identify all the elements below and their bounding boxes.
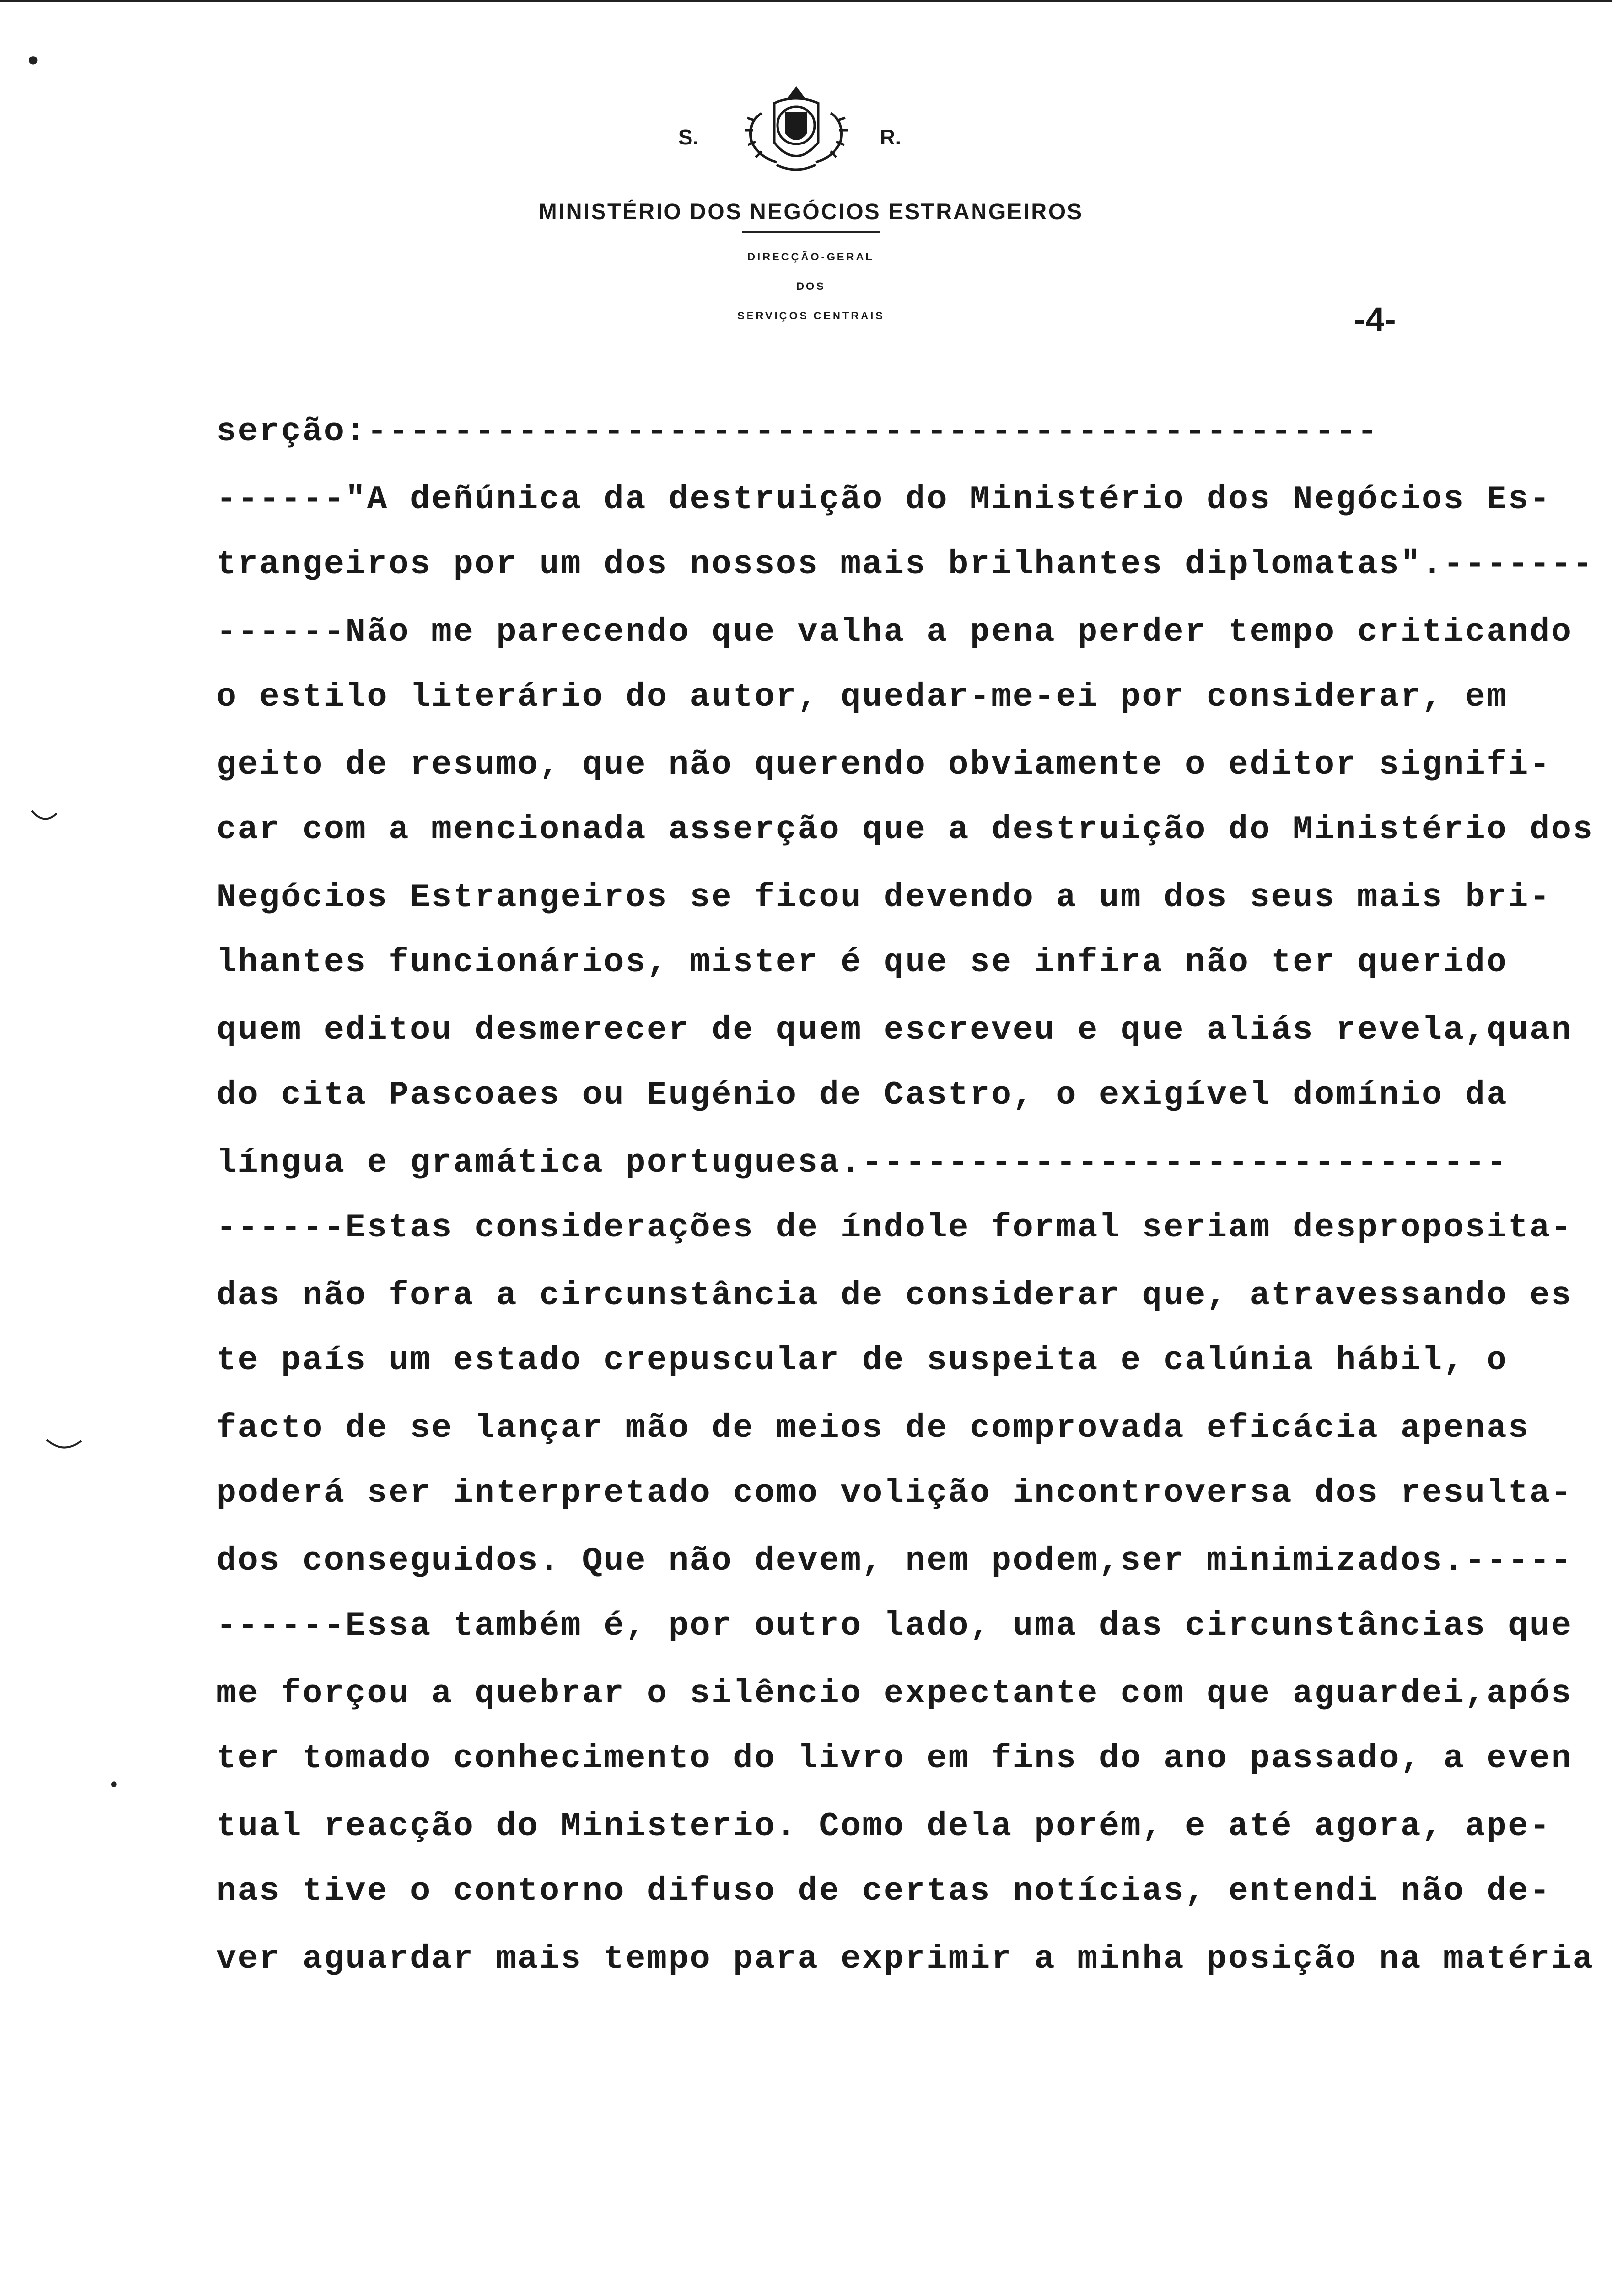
punch-hole-mark-icon: [29, 806, 59, 826]
text-line: ------Essa também é, por outro lado, uma das circunstâncias que: [216, 1607, 1573, 1645]
letterhead-rule: [742, 231, 880, 233]
text-line: me forçou a quebrar o silêncio expectante com que aguardei,após: [216, 1675, 1573, 1713]
letterhead: [467, 84, 1155, 339]
crest-row: [467, 84, 1155, 177]
text-line: nas tive o contorno difuso de certas notícias, entendi não de-: [216, 1872, 1552, 1910]
text-line: quem editou desmerecer de quem escreveu e que aliás revela,quan: [216, 1011, 1573, 1049]
text-line: dos conseguidos. Que não devem, nem podem,ser minimizados.-----: [216, 1542, 1573, 1580]
text-line: ------Não me parecendo que valha a pena perder tempo criticando: [216, 613, 1573, 651]
letterhead-left-letter: S.: [678, 125, 699, 149]
text-line: ver aguardar mais tempo para exprimir a minha posição na matéria: [216, 1940, 1594, 1978]
top-edge-rule: [0, 0, 1612, 2]
text-line: car com a mencionada asserção que a destruição do Ministério dos: [216, 811, 1594, 849]
text-line: ter tomado conhecimento do livro em fins do ano passado, a even: [216, 1740, 1573, 1778]
text-line: lhantes funcionários, mister é que se infira não ter querido: [216, 944, 1508, 981]
margin-speck: •: [108, 1774, 120, 1797]
ministry-name: MINISTÉRIO DOS NEGÓCIOS ESTRANGEIROS: [538, 199, 1084, 224]
department-line-1: DIRECÇÃO-GERAL: [748, 251, 874, 263]
text-line: das não fora a circunstância de considerar que, atravessando es: [216, 1277, 1573, 1315]
text-line: Negócios Estrangeiros se ficou devendo a um dos seus mais bri-: [216, 879, 1552, 917]
department-line-2: DOS: [796, 280, 826, 292]
text-line: língua e gramática portuguesa.------------------------------: [216, 1144, 1508, 1182]
text-line: poderá ser interpretado como volição incontroversa dos resulta-: [216, 1474, 1573, 1512]
coat-of-arms-icon: [732, 84, 860, 177]
margin-speck: •: [25, 44, 42, 79]
department-line-3: SERVIÇOS CENTRAIS: [737, 310, 885, 322]
letterhead-right-letter: R.: [880, 125, 901, 149]
text-line: ------"A deñúnica da destruição do Ministério dos Negócios Es-: [216, 481, 1552, 518]
text-line: do cita Pascoaes ou Eugénio de Castro, o exigível domínio da: [216, 1076, 1508, 1114]
text-line: trangeiros por um dos nossos mais brilhantes diplomatas".-------: [216, 545, 1594, 583]
page-number: -4-: [1354, 300, 1396, 339]
punch-hole-mark-icon: [44, 1435, 84, 1455]
text-line: te país um estado crepuscular de suspeita e calúnia hábil, o: [216, 1342, 1508, 1379]
text-line: facto de se lançar mão de meios de comprovada eficácia apenas: [216, 1409, 1530, 1447]
text-line: tual reacção do Ministerio. Como dela porém, e até agora, ape-: [216, 1808, 1552, 1845]
text-line: geito de resumo, que não querendo obviamente o editor signifi-: [216, 746, 1552, 784]
text-line: o estilo literário do autor, quedar-me-ei por considerar, em: [216, 678, 1508, 716]
text-line: serção:-----------------------------------------------: [216, 413, 1379, 451]
text-line: ------Estas considerações de índole formal seriam desproposita-: [216, 1209, 1573, 1247]
